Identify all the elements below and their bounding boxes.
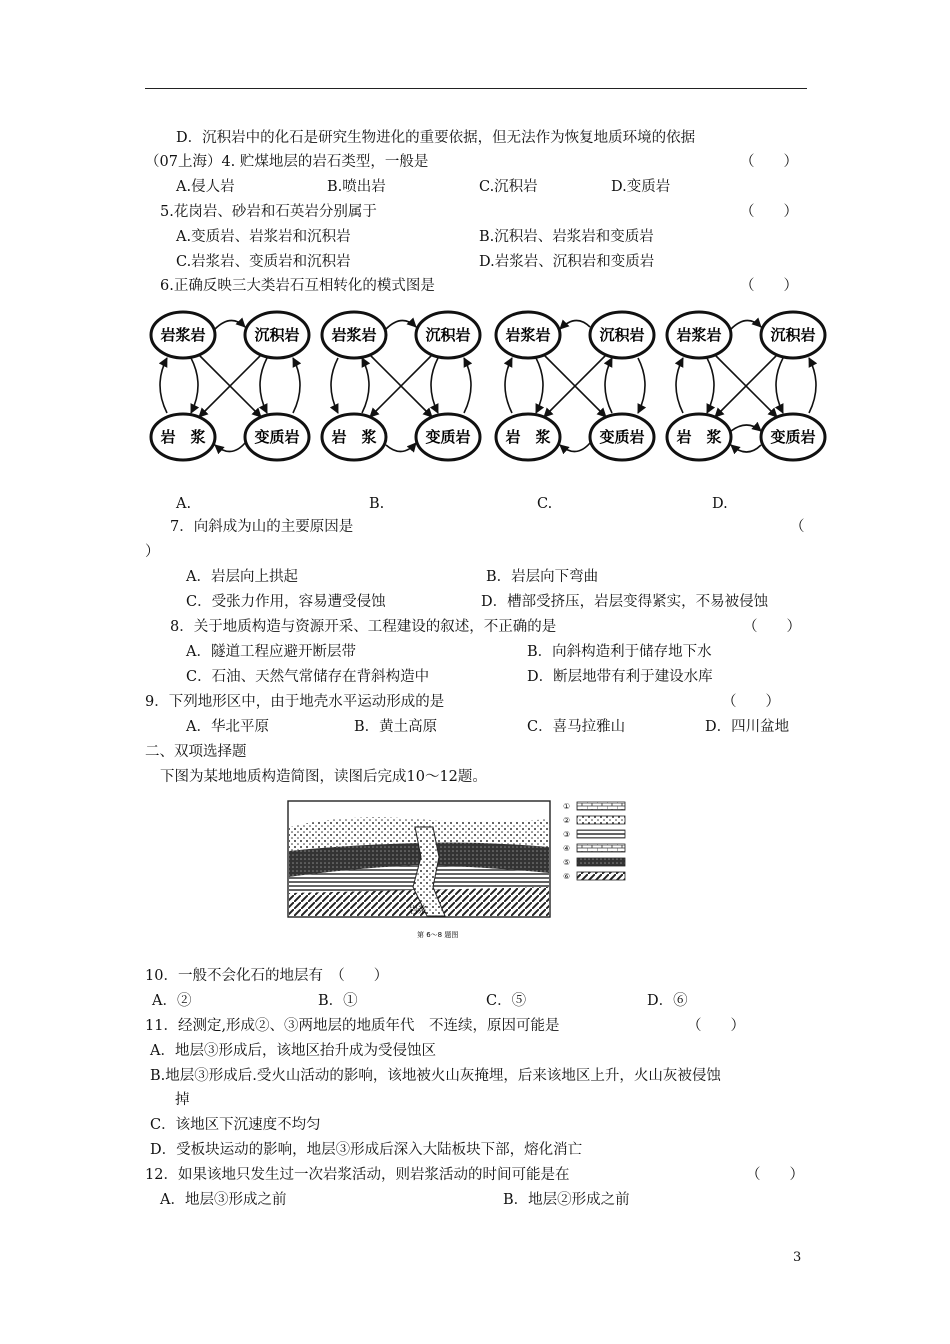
node-igneous: 岩浆岩 — [676, 326, 722, 344]
q4-stem: （07上海）4. 贮煤地层的岩石类型，一般是 — [145, 154, 429, 170]
node-metamorphic: 变质岩 — [254, 428, 300, 446]
q8-option-d: D．断层地带有利于建设水库 — [527, 669, 713, 685]
q11-option-c: C．该地区下沉速度不均匀 — [150, 1117, 321, 1133]
rock-cycle-diagram-d — [663, 303, 833, 473]
figure-intro: 下图为某地地质构造简图，读图后完成10～12题。 — [160, 769, 487, 785]
node-magma: 岩 浆 — [160, 428, 206, 446]
node-magma: 岩 浆 — [676, 428, 722, 446]
q9-option-c: C．喜马拉雅山 — [527, 719, 626, 735]
q6-option-a: A. — [176, 496, 192, 512]
q12-stem: 12．如果该地只发生过一次岩浆活动，则岩浆活动的时间可能是在 — [145, 1167, 570, 1183]
q8-option-c: C．石油、天然气常储存在背斜构造中 — [186, 669, 430, 685]
q8-option-a: A．隧道工程应避开断层带 — [186, 644, 356, 660]
q12-option-b: B．地层②形成之前 — [503, 1192, 630, 1208]
q6-option-d: D. — [712, 496, 728, 512]
q6-option-c: C. — [537, 496, 553, 512]
q4-option-c: C.沉积岩 — [479, 179, 538, 195]
q5-option-d: D.岩浆岩、沉积岩和变质岩 — [479, 254, 655, 270]
q8-stem: 8．关于地质构造与资源开采、工程建设的叙述，不正确的是 — [170, 619, 557, 635]
rock-cycle-diagram-b — [318, 303, 488, 473]
q6-stem: 6.正确反映三大类岩石互相转化的模式图是 — [160, 278, 435, 294]
legend-label-2: ② — [563, 816, 571, 825]
node-sedimentary: 沉积岩 — [254, 326, 300, 344]
q9-option-a: A．华北平原 — [186, 719, 269, 735]
node-metamorphic: 变质岩 — [599, 428, 645, 446]
legend-label-5: ⑤ — [563, 858, 571, 867]
q5-option-b: B.沉积岩、岩浆岩和变质岩 — [479, 229, 654, 245]
q10-option-a: A．② — [152, 993, 192, 1009]
q11-option-b-continued: 掉 — [175, 1092, 190, 1108]
q7-option-a: A．岩层向上拱起 — [186, 569, 298, 585]
q6-option-b: B. — [369, 496, 385, 512]
q7-paren-close: ） — [145, 544, 160, 560]
q11-option-b: B.地层③形成后.受火山活动的影响，该地被火山灰掩埋，后来该地区上升，火山灰被侵蚀 — [150, 1068, 721, 1084]
node-magma: 岩 浆 — [505, 428, 551, 446]
legend-label-3: ③ — [563, 830, 571, 839]
q5-answer-blank: （ ） — [740, 204, 798, 220]
q10-option-c: C．⑤ — [486, 993, 527, 1009]
q5-option-a: A.变质岩、岩浆岩和沉积岩 — [176, 229, 351, 245]
q11-stem: 11．经测定,形成②、③两地层的地质年代 不连续，原因可能是 — [145, 1018, 560, 1034]
q4-option-b: B.喷出岩 — [327, 179, 386, 195]
node-sedimentary: 沉积岩 — [770, 326, 816, 344]
rock-cycle-diagram-c — [492, 303, 662, 473]
geological-cross-section-figure — [287, 797, 637, 943]
q12-answer-blank: （ ） — [746, 1167, 804, 1183]
legend-label-6: ⑥ — [563, 872, 571, 881]
node-igneous: 岩浆岩 — [505, 326, 551, 344]
node-igneous: 岩浆岩 — [160, 326, 206, 344]
q10-stem: 10．一般不会化石的地层有 （ ） — [145, 968, 389, 984]
section-two-heading: 二、双项选择题 — [145, 744, 247, 760]
q8-option-b: B．向斜构造利于储存地下水 — [527, 644, 712, 660]
q9-answer-blank: （ ） — [722, 694, 780, 710]
q7-option-d: D．槽部受挤压，岩层变得紧实，不易被侵蚀 — [481, 594, 769, 610]
legend-label-4: ④ — [563, 844, 571, 853]
q12-option-a: A．地层③形成之前 — [160, 1192, 287, 1208]
node-igneous: 岩浆岩 — [331, 326, 377, 344]
q11-option-d: D．受板块运动的影响，地层③形成后深入大陆板块下部，熔化消亡 — [150, 1142, 583, 1158]
q7-paren-open: （ — [790, 519, 805, 535]
q10-option-b: B．① — [318, 993, 358, 1009]
q9-stem: 9．下列地形区中，由于地壳水平运动形成的是 — [145, 694, 445, 710]
q7-option-b: B．岩层向下弯曲 — [486, 569, 599, 585]
q11-answer-blank: （ ） — [687, 1018, 745, 1034]
q3-option-d: D．沉积岩中的化石是研究生物进化的重要依据，但无法作为恢复地质环境的依据 — [176, 130, 696, 146]
legend-label-1: ① — [563, 802, 571, 811]
figure-caption: 第 6～8 题图 — [417, 931, 459, 939]
header-rule — [145, 88, 807, 89]
node-metamorphic: 变质岩 — [770, 428, 816, 446]
q9-option-d: D．四川盆地 — [705, 719, 790, 735]
q7-stem: 7．向斜成为山的主要原因是 — [170, 519, 354, 535]
q4-option-a: A.侵人岩 — [176, 179, 235, 195]
q5-option-c: C.岩浆岩、变质岩和沉积岩 — [176, 254, 351, 270]
node-metamorphic: 变质岩 — [425, 428, 471, 446]
q11-option-a: A．地层③形成后，该地区抬升成为受侵蚀区 — [150, 1043, 436, 1059]
rock-cycle-diagram-a — [147, 303, 317, 473]
q5-stem: 5.花岗岩、砂岩和石英岩分别属于 — [160, 204, 377, 220]
q4-option-d: D.变质岩 — [611, 179, 671, 195]
q4-answer-blank: （ ） — [740, 154, 798, 170]
node-sedimentary: 沉积岩 — [425, 326, 471, 344]
node-sedimentary: 沉积岩 — [599, 326, 645, 344]
node-magma: 岩 浆 — [331, 428, 377, 446]
q9-option-b: B．黄土高原 — [354, 719, 438, 735]
q10-option-d: D．⑥ — [647, 993, 688, 1009]
q6-answer-blank: （ ） — [740, 278, 798, 294]
page-number: 3 — [793, 1250, 802, 1265]
q8-answer-blank: （ ） — [743, 619, 801, 635]
magma-label: 岩浆 — [409, 906, 428, 916]
q7-option-c: C．受张力作用，容易遭受侵蚀 — [186, 594, 386, 610]
